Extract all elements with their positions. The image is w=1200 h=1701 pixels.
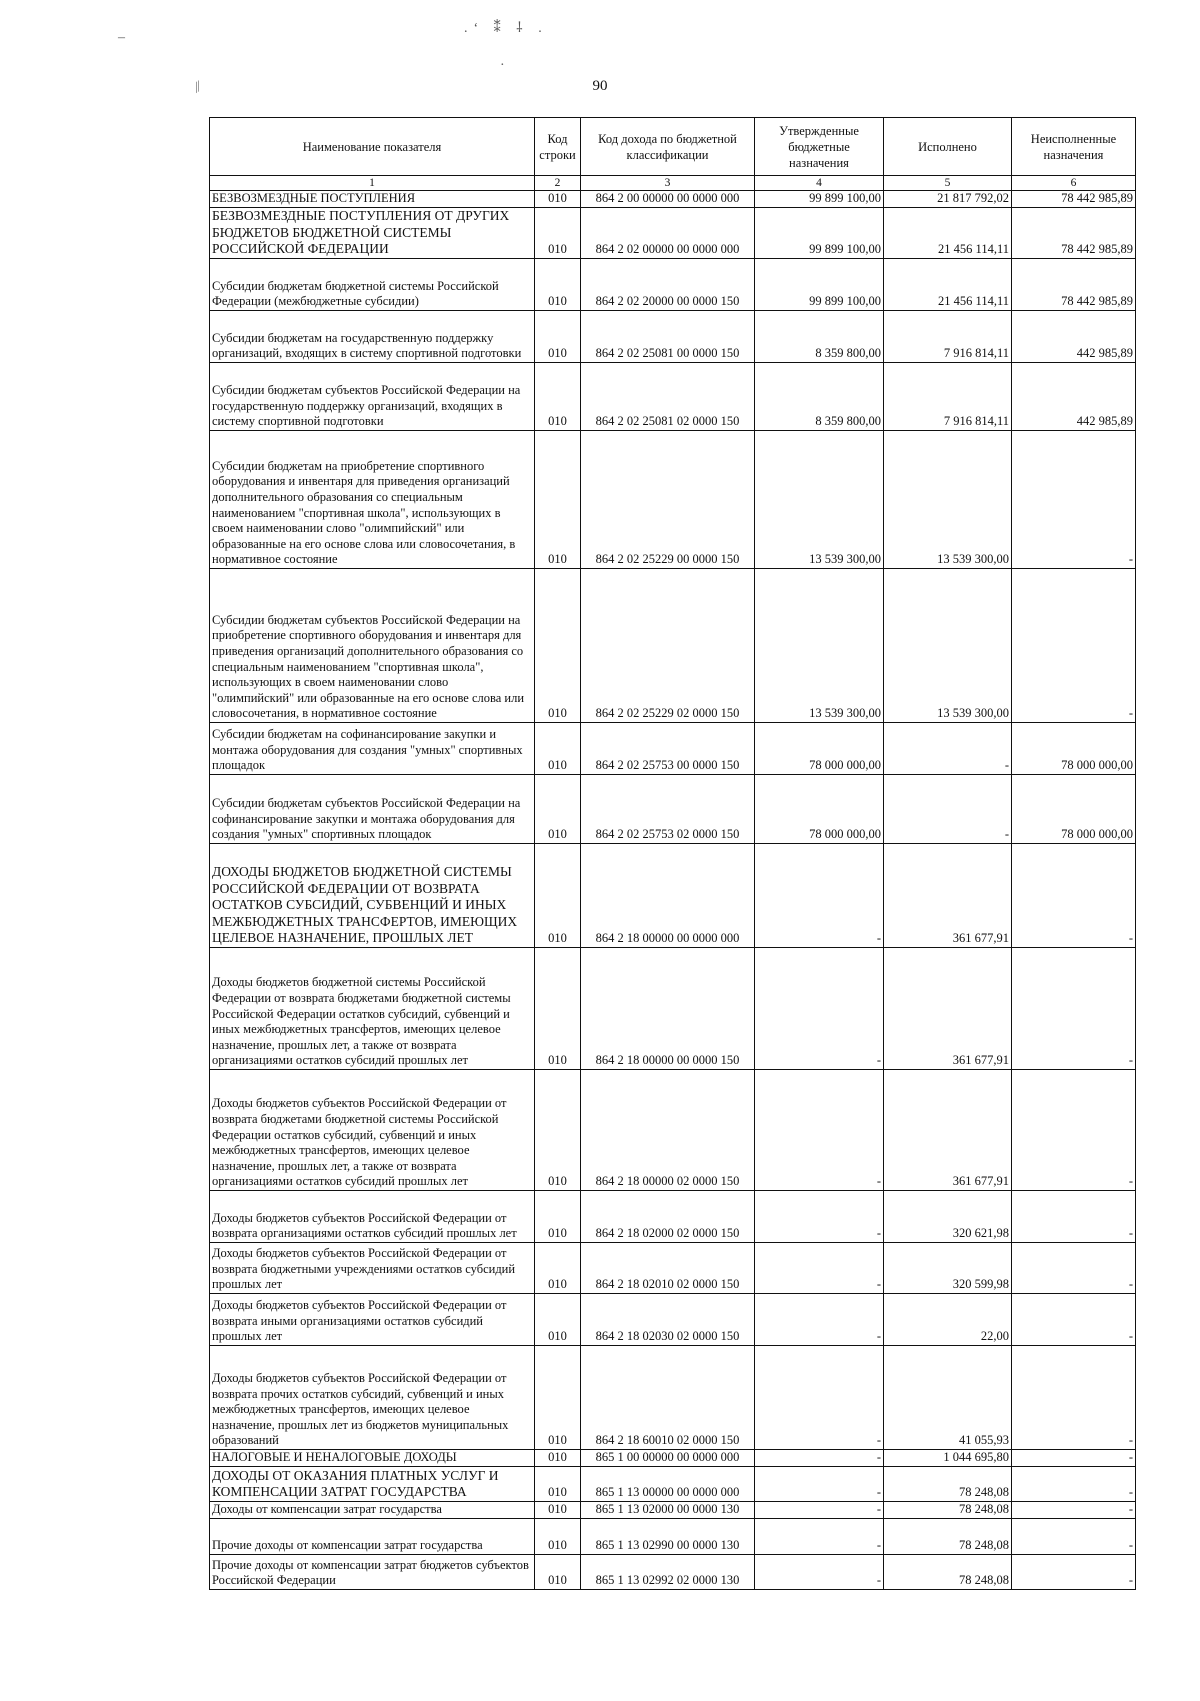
row-name: Субсидии бюджетам бюджетной системы Российской Федерации (межбюджетные субсидии)	[210, 259, 535, 311]
row-name: Доходы бюджетов субъектов Российской Федерации от возврата бюджетными учреждениями остатков субсидий прошлых лет	[210, 1243, 535, 1294]
header-income-code: Код дохода по бюджетной классификации	[581, 118, 755, 176]
row-income-code: 864 2 02 25081 00 0000 150	[581, 311, 755, 363]
row-name: Доходы бюджетов субъектов Российской Федерации от возврата организациями остатков субсидий прошлых лет	[210, 1191, 535, 1243]
row-income-code: 864 2 02 20000 00 0000 150	[581, 259, 755, 311]
row-approved: 99 899 100,00	[755, 259, 884, 311]
row-approved: -	[755, 1555, 884, 1590]
row-line-code: 010	[535, 191, 581, 208]
row-name: Прочие доходы от компенсации затрат государства	[210, 1519, 535, 1555]
header-executed: Исполнено	[884, 118, 1012, 176]
row-line-code: 010	[535, 1502, 581, 1519]
row-executed: 21 817 792,02	[884, 191, 1012, 208]
row-executed: 320 621,98	[884, 1191, 1012, 1243]
row-executed: 13 539 300,00	[884, 431, 1012, 569]
row-unexecuted: -	[1012, 1450, 1136, 1467]
row-income-code: 864 2 18 00000 00 0000 150	[581, 948, 755, 1070]
row-line-code: 010	[535, 363, 581, 431]
row-line-code: 010	[535, 1243, 581, 1294]
header-unexecuted: Неисполненные назначения	[1012, 118, 1136, 176]
row-unexecuted: -	[1012, 1467, 1136, 1502]
row-name: Доходы бюджетов бюджетной системы Российской Федерации от возврата бюджетами бюджетной системы Российской Федерации остатков субсидий, субвенций и иных межбюджетных трансфертов, имеющих целевое назначение, прошлых лет, а также от возврата организациями остатков субсидий прошлых лет	[210, 948, 535, 1070]
table-row	[210, 1502, 1136, 1519]
row-name: Субсидии бюджетам на софинансирование закупки и монтажа оборудования для создания "умных" спортивных площадок	[210, 723, 535, 775]
table-row	[210, 363, 1136, 431]
row-unexecuted: -	[1012, 1070, 1136, 1191]
row-executed: 13 539 300,00	[884, 569, 1012, 723]
column-number: 1	[210, 176, 535, 191]
row-approved: -	[755, 1346, 884, 1450]
row-executed: 361 677,91	[884, 948, 1012, 1070]
row-income-code: 864 2 18 02000 02 0000 150	[581, 1191, 755, 1243]
row-approved: -	[755, 948, 884, 1070]
row-approved: 78 000 000,00	[755, 723, 884, 775]
table-row	[210, 569, 1136, 723]
row-line-code: 010	[535, 1467, 581, 1502]
row-executed: 1 044 695,80	[884, 1450, 1012, 1467]
row-income-code: 864 2 02 25229 02 0000 150	[581, 569, 755, 723]
row-name: БЕЗВОЗМЕЗДНЫЕ ПОСТУПЛЕНИЯ ОТ ДРУГИХ БЮДЖЕТОВ БЮДЖЕТНОЙ СИСТЕМЫ РОССИЙСКОЙ ФЕДЕРАЦИИ	[210, 208, 535, 259]
row-income-code: 864 2 18 60010 02 0000 150	[581, 1346, 755, 1450]
row-executed: 78 248,08	[884, 1467, 1012, 1502]
row-line-code: 010	[535, 569, 581, 723]
row-name: НАЛОГОВЫЕ И НЕНАЛОГОВЫЕ ДОХОДЫ	[210, 1450, 535, 1467]
row-income-code: 865 1 13 02992 02 0000 130	[581, 1555, 755, 1590]
row-unexecuted: -	[1012, 1346, 1136, 1450]
row-unexecuted: -	[1012, 844, 1136, 948]
row-name: Субсидии бюджетам субъектов Российской Федерации на приобретение спортивного оборудования и инвентаря для приведения организаций дополнительного образования со специальным наименованием "спортивная школа", использующих в своем наименовании слово "олимпийский" или образованные на его основе слова или словосочетания, в нормативное состояние	[210, 569, 535, 723]
row-line-code: 010	[535, 844, 581, 948]
row-approved: 8 359 800,00	[755, 311, 884, 363]
scan-artifact-mark: ⁄⁄	[191, 80, 205, 96]
column-number: 5	[884, 176, 1012, 191]
row-executed: 78 248,08	[884, 1502, 1012, 1519]
table-row	[210, 311, 1136, 363]
row-unexecuted: -	[1012, 948, 1136, 1070]
row-income-code: 864 2 02 25753 02 0000 150	[581, 775, 755, 844]
row-approved: -	[755, 1450, 884, 1467]
row-income-code: 864 2 02 25081 02 0000 150	[581, 363, 755, 431]
table-row	[210, 208, 1136, 259]
row-line-code: 010	[535, 723, 581, 775]
table-row	[210, 1191, 1136, 1243]
row-income-code: 864 2 02 25229 00 0000 150	[581, 431, 755, 569]
row-line-code: 010	[535, 431, 581, 569]
row-approved: 8 359 800,00	[755, 363, 884, 431]
row-line-code: 010	[535, 311, 581, 363]
row-name: Субсидии бюджетам субъектов Российской Федерации на государственную поддержку организаций, входящих в систему спортивной подготовки	[210, 363, 535, 431]
table-row	[210, 1555, 1136, 1590]
row-approved: 13 539 300,00	[755, 431, 884, 569]
row-unexecuted: -	[1012, 431, 1136, 569]
row-income-code: 864 2 02 00000 00 0000 000	[581, 208, 755, 259]
scan-artifact-mark: .‘ ⁑ ⸸ .	[464, 21, 548, 36]
row-line-code: 010	[535, 1450, 581, 1467]
row-name: Доходы бюджетов субъектов Российской Федерации от возврата иными организациями остатков субсидий прошлых лет	[210, 1294, 535, 1346]
scan-artifact-mark: ·	[500, 58, 505, 73]
table-row	[210, 1450, 1136, 1467]
row-approved: -	[755, 1294, 884, 1346]
row-executed: 361 677,91	[884, 1070, 1012, 1191]
header-line-code: Код строки	[535, 118, 581, 176]
table-row	[210, 775, 1136, 844]
table-header-row	[210, 118, 1136, 176]
row-line-code: 010	[535, 259, 581, 311]
page-number: 90	[592, 78, 608, 94]
row-name: Доходы от компенсации затрат государства	[210, 1502, 535, 1519]
table-row	[210, 844, 1136, 948]
row-unexecuted: -	[1012, 1519, 1136, 1555]
table-row	[210, 1519, 1136, 1555]
row-unexecuted: 442 985,89	[1012, 311, 1136, 363]
row-line-code: 010	[535, 1294, 581, 1346]
row-name: БЕЗВОЗМЕЗДНЫЕ ПОСТУПЛЕНИЯ	[210, 191, 535, 208]
row-unexecuted: 78 000 000,00	[1012, 775, 1136, 844]
row-unexecuted: -	[1012, 1243, 1136, 1294]
row-approved: -	[755, 844, 884, 948]
budget-income-table	[209, 117, 1136, 1590]
row-line-code: 010	[535, 1555, 581, 1590]
row-executed: 21 456 114,11	[884, 208, 1012, 259]
row-executed: 7 916 814,11	[884, 363, 1012, 431]
row-executed: 21 456 114,11	[884, 259, 1012, 311]
row-income-code: 865 1 13 02990 00 0000 130	[581, 1519, 755, 1555]
row-executed: -	[884, 775, 1012, 844]
row-executed: 320 599,98	[884, 1243, 1012, 1294]
row-name: Доходы бюджетов субъектов Российской Федерации от возврата бюджетами бюджетной системы Российской Федерации остатков субсидий, субвенций и иных межбюджетных трансфертов, имеющих целевое назначение, прошлых лет, а также от возврата организациями остатков субсидий прошлых лет	[210, 1070, 535, 1191]
row-executed: 78 248,08	[884, 1555, 1012, 1590]
row-name: Прочие доходы от компенсации затрат бюджетов субъектов Российской Федерации	[210, 1555, 535, 1590]
row-executed: 22,00	[884, 1294, 1012, 1346]
column-number-row	[210, 176, 1136, 191]
row-name: Субсидии бюджетам на приобретение спортивного оборудования и инвентаря для приведения организаций дополнительного образования со специальным наименованием "спортивная школа", использующих в своем наименовании слово "олимпийский" или образованные на его основе слова или словосочетания, в нормативное состояние	[210, 431, 535, 569]
row-approved: -	[755, 1191, 884, 1243]
row-unexecuted: 78 442 985,89	[1012, 191, 1136, 208]
table-row	[210, 1294, 1136, 1346]
row-executed: 361 677,91	[884, 844, 1012, 948]
row-unexecuted: -	[1012, 1555, 1136, 1590]
row-income-code: 865 1 13 02000 00 0000 130	[581, 1502, 755, 1519]
row-approved: -	[755, 1070, 884, 1191]
table-row	[210, 723, 1136, 775]
table-row	[210, 259, 1136, 311]
row-approved: -	[755, 1519, 884, 1555]
row-line-code: 010	[535, 1519, 581, 1555]
row-line-code: 010	[535, 948, 581, 1070]
row-name: ДОХОДЫ ОТ ОКАЗАНИЯ ПЛАТНЫХ УСЛУГ И КОМПЕНСАЦИИ ЗАТРАТ ГОСУДАРСТВА	[210, 1467, 535, 1502]
table-row	[210, 1346, 1136, 1450]
row-income-code: 864 2 18 02010 02 0000 150	[581, 1243, 755, 1294]
scan-artifact-mark: –	[118, 30, 125, 45]
row-approved: 99 899 100,00	[755, 208, 884, 259]
row-approved: 13 539 300,00	[755, 569, 884, 723]
row-approved: 78 000 000,00	[755, 775, 884, 844]
row-name: Доходы бюджетов субъектов Российской Федерации от возврата прочих остатков субсидий, субвенций и иных межбюджетных трансфертов, имеющих целевое назначение, прошлых лет из бюджетов муниципальных образований	[210, 1346, 535, 1450]
row-name: ДОХОДЫ БЮДЖЕТОВ БЮДЖЕТНОЙ СИСТЕМЫ РОССИЙСКОЙ ФЕДЕРАЦИИ ОТ ВОЗВРАТА ОСТАТКОВ СУБСИДИЙ, СУБВЕНЦИЙ И ИНЫХ МЕЖБЮДЖЕТНЫХ ТРАНСФЕРТОВ, ИМЕЮЩИХ ЦЕЛЕВОЕ НАЗНАЧЕНИЕ, ПРОШЛЫХ ЛЕТ	[210, 844, 535, 948]
row-unexecuted: -	[1012, 1294, 1136, 1346]
header-indicator-name: Наименование показателя	[210, 118, 535, 176]
column-number: 4	[755, 176, 884, 191]
row-unexecuted: 78 442 985,89	[1012, 259, 1136, 311]
row-executed: 41 055,93	[884, 1346, 1012, 1450]
table-row	[210, 431, 1136, 569]
row-executed: 7 916 814,11	[884, 311, 1012, 363]
row-executed: 78 248,08	[884, 1519, 1012, 1555]
row-income-code: 864 2 18 02030 02 0000 150	[581, 1294, 755, 1346]
row-unexecuted: -	[1012, 569, 1136, 723]
table-row	[210, 1070, 1136, 1191]
header-approved: Утвержденные бюджетные назначения	[755, 118, 884, 176]
table-row	[210, 948, 1136, 1070]
row-approved: 99 899 100,00	[755, 191, 884, 208]
column-number: 3	[581, 176, 755, 191]
row-income-code: 865 1 00 00000 00 0000 000	[581, 1450, 755, 1467]
row-line-code: 010	[535, 1070, 581, 1191]
row-unexecuted: -	[1012, 1502, 1136, 1519]
row-line-code: 010	[535, 1346, 581, 1450]
table-row	[210, 1243, 1136, 1294]
row-line-code: 010	[535, 775, 581, 844]
row-approved: -	[755, 1243, 884, 1294]
row-unexecuted: -	[1012, 1191, 1136, 1243]
column-number: 6	[1012, 176, 1136, 191]
row-name: Субсидии бюджетам на государственную поддержку организаций, входящих в систему спортивной подготовки	[210, 311, 535, 363]
row-income-code: 864 2 18 00000 02 0000 150	[581, 1070, 755, 1191]
table-row	[210, 191, 1136, 208]
row-unexecuted: 78 442 985,89	[1012, 208, 1136, 259]
row-unexecuted: 78 000 000,00	[1012, 723, 1136, 775]
row-income-code: 865 1 13 00000 00 0000 000	[581, 1467, 755, 1502]
row-line-code: 010	[535, 208, 581, 259]
row-executed: -	[884, 723, 1012, 775]
row-approved: -	[755, 1467, 884, 1502]
column-number: 2	[535, 176, 581, 191]
row-line-code: 010	[535, 1191, 581, 1243]
row-income-code: 864 2 00 00000 00 0000 000	[581, 191, 755, 208]
row-unexecuted: 442 985,89	[1012, 363, 1136, 431]
row-name: Субсидии бюджетам субъектов Российской Федерации на софинансирование закупки и монтажа оборудования для создания "умных" спортивных площадок	[210, 775, 535, 844]
row-income-code: 864 2 02 25753 00 0000 150	[581, 723, 755, 775]
row-approved: -	[755, 1502, 884, 1519]
row-income-code: 864 2 18 00000 00 0000 000	[581, 844, 755, 948]
table-row	[210, 1467, 1136, 1502]
